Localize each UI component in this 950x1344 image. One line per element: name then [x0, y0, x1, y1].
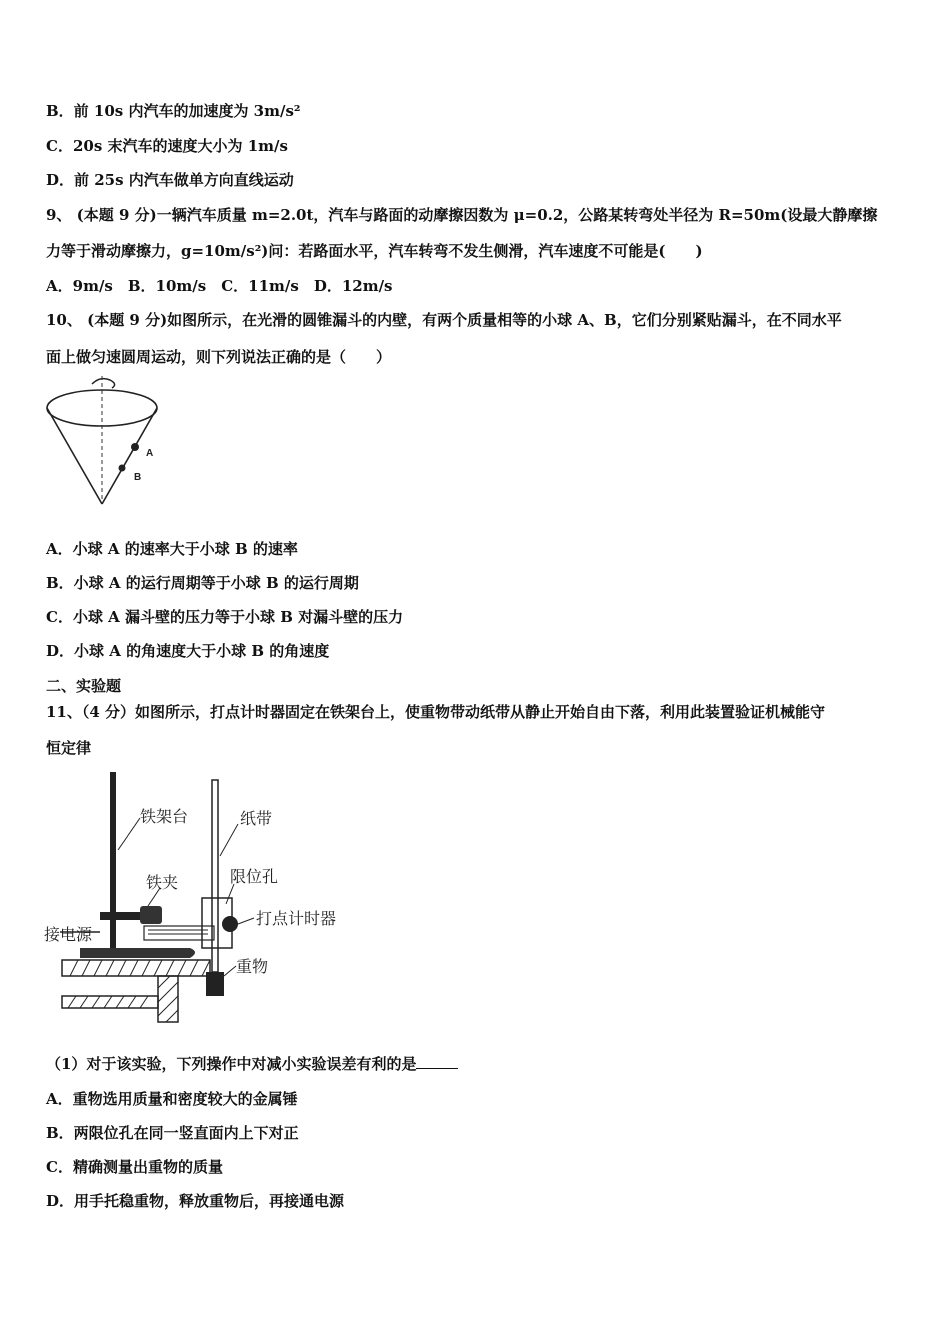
q8-option-c: C．20s 末汽车的速度大小为 1m/s — [46, 137, 288, 155]
q10-option-b: B．小球 A 的运行周期等于小球 B 的运行周期 — [46, 574, 359, 592]
section-title-experiment: 二、实验题 — [46, 677, 122, 695]
stand-base — [80, 948, 195, 958]
q9-stem-line1: 9、 (本题 9 分)一辆汽车质量 m=2.0t，汽车与路面的动摩擦因数为 μ=0.2，公路某转弯处半径为 R=50m(设最大静摩擦 — [46, 206, 878, 224]
label-hole: 限位孔 — [230, 867, 279, 886]
label-power: 接电源 — [44, 925, 93, 944]
q11-option-b: B．两限位孔在同一竖直面内上下对正 — [46, 1124, 299, 1142]
table-top — [62, 960, 210, 976]
q10-option-c: C．小球 A 漏斗壁的压力等于小球 B 对漏斗壁的压力 — [46, 608, 404, 626]
clamp-knob — [140, 906, 162, 924]
q11-sub1 — [46, 1054, 458, 1074]
q9-options: A．9m/s B．10m/s C．11m/s D．12m/s — [46, 277, 393, 295]
paper-tape — [212, 780, 218, 972]
ball-a — [131, 443, 139, 451]
q11-stem-line1: 11、（4 分）如图所示，打点计时器固定在铁架台上，使重物带动纸带从静止开始自由下落，利用此装置验证机械能守 — [46, 703, 826, 721]
cone-side-left — [47, 408, 102, 504]
stand-rod — [110, 772, 116, 950]
cone-funnel-figure — [40, 372, 170, 512]
label-b: B — [134, 472, 142, 483]
label-a: A — [146, 448, 154, 459]
q10-stem-line1: 10、 (本题 9 分)如图所示，在光滑的圆锥漏斗的内壁，有两个质量相等的小球 A、B，它们分别紧贴漏斗，在不同水平 — [46, 311, 842, 329]
label-weight: 重物 — [236, 957, 269, 976]
label-clamp: 铁夹 — [146, 873, 179, 892]
rotation-arrow-icon — [92, 379, 115, 388]
q11-option-d: D．用手托稳重物，释放重物后，再接通电源 — [46, 1192, 345, 1210]
answer-blank — [416, 1054, 458, 1069]
label-stand: 铁架台 — [140, 807, 189, 826]
q8-option-b: B．前 10s 内汽车的加速度为 3m/s² — [46, 102, 301, 120]
timer-head — [222, 916, 238, 932]
ball-b — [119, 465, 126, 472]
timer-apparatus-figure — [40, 766, 360, 1026]
timer-body — [144, 926, 214, 940]
q11-option-c: C．精确测量出重物的质量 — [46, 1158, 223, 1176]
q10-option-a: A．小球 A 的速率大于小球 B 的速率 — [46, 540, 298, 558]
label-tape: 纸带 — [240, 809, 273, 828]
q8-option-d: D．前 25s 内汽车做单方向直线运动 — [46, 171, 294, 189]
q11-stem-line2: 恒定律 — [46, 739, 92, 757]
q10-option-d: D．小球 A 的角速度大于小球 B 的角速度 — [46, 642, 330, 660]
label-timer: 打点计时器 — [256, 909, 337, 928]
q9-stem-line2: 力等于滑动摩擦力，g=10m/s²)问：若路面水平，汽车转弯不发生侧滑，汽车速度不可能是( ) — [46, 242, 703, 260]
q10-stem-line2: 面上做匀速圆周运动，则下列说法正确的是（ ） — [46, 348, 392, 366]
weight — [206, 972, 224, 996]
q11-sub1-text: （1）对于该实验，下列操作中对减小实验误差有利的是 — [46, 1055, 417, 1073]
q11-option-a: A．重物选用质量和密度较大的金属锤 — [46, 1090, 298, 1108]
